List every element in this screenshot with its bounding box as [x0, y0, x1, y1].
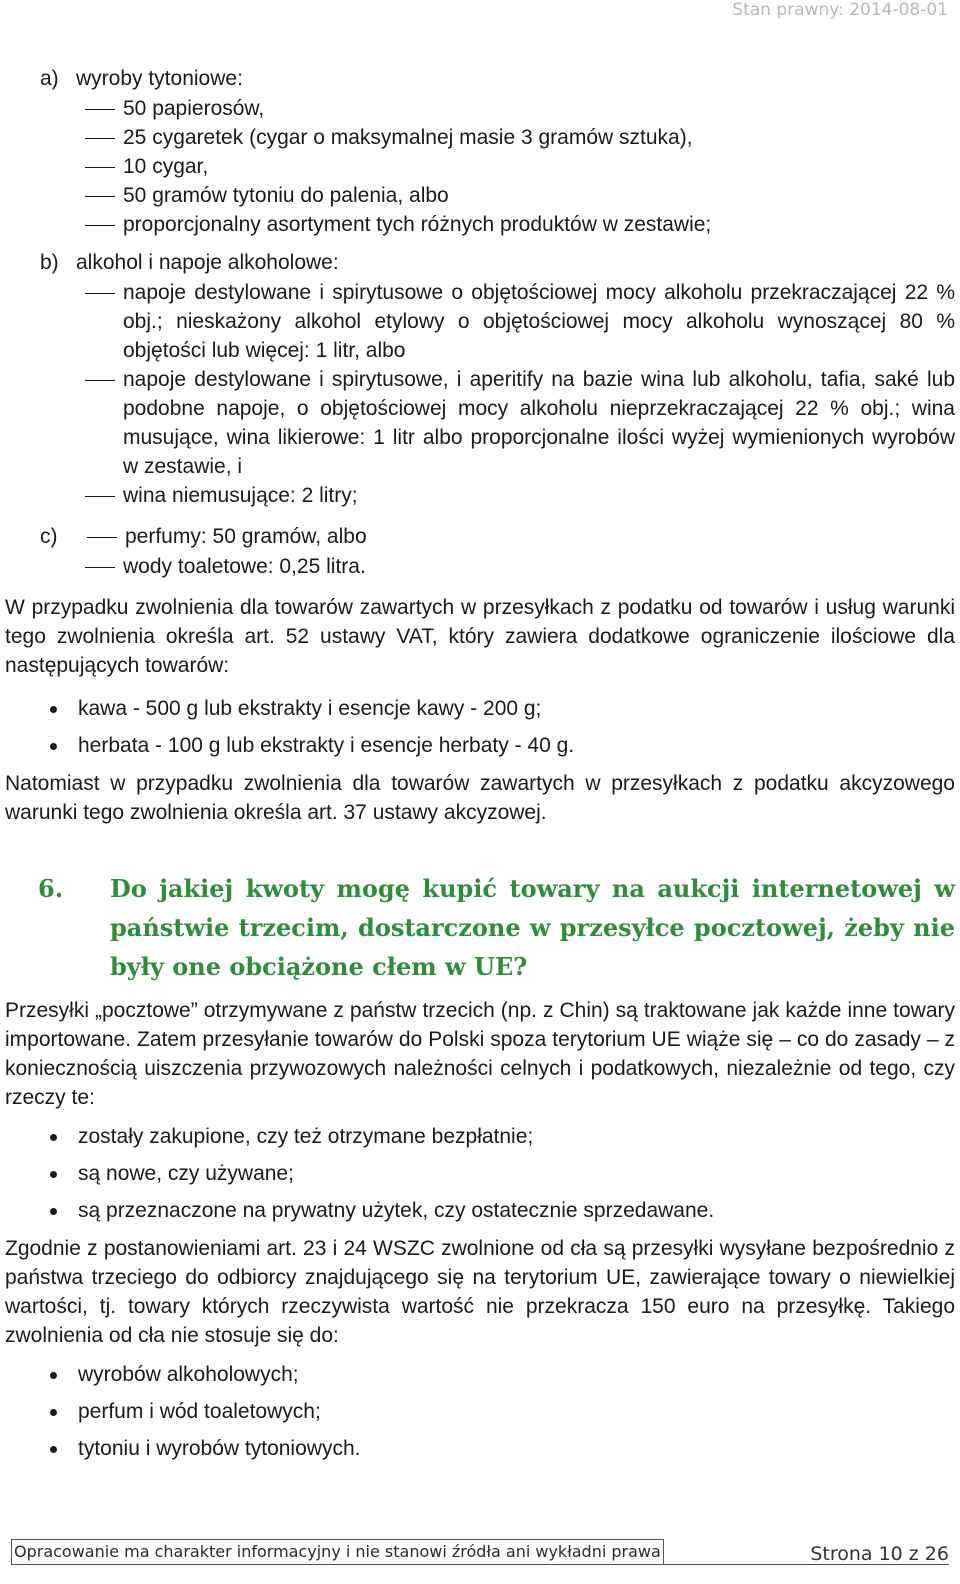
- dash-marker: [82, 522, 125, 552]
- list-item: [5, 694, 955, 724]
- dash-marker: [80, 481, 123, 510]
- question-heading: [5, 869, 955, 986]
- document-body: [5, 64, 955, 1471]
- list-item: [80, 94, 955, 123]
- bullet-marker: [5, 731, 78, 761]
- page-footer: [11, 1539, 949, 1565]
- dash-marker: [80, 365, 123, 481]
- list-item: [80, 181, 955, 210]
- dash-marker: [80, 278, 123, 365]
- section-b: [5, 248, 955, 278]
- list-item-text: kawa - 500 g lub ekstrakty i esencje kawy - 200 g;: [78, 697, 542, 720]
- question-title: Do jakiej kwoty mogę kupić towary na aukcji internetowej w państwie trzecim, dostarczone w przesyłce pocztowej, żeby nie były one obciążone cłem w UE?: [110, 874, 955, 981]
- list-item: [5, 1397, 955, 1427]
- list-item-text: 25 cygaretek (cygar o maksymalnej masie 3 gramów sztuka),: [123, 126, 693, 149]
- list-item: [5, 1122, 955, 1152]
- bullet-list-conditions: [5, 1122, 955, 1226]
- list-item: [80, 123, 955, 152]
- list-item-text: perfum i wód toaletowych;: [78, 1400, 321, 1423]
- list-item-text: są przeznaczone na prywatny użytek, czy ostatecznie sprzedawane.: [78, 1199, 715, 1222]
- paragraph-customs-exemption: Zgodnie z postanowieniami art. 23 i 24 WSZC zwolnione od cła są przesyłki wysyłane bezpośrednio z państwa trzeciego do odbiorcy znajdującego się na terytorium UE, zawierające towary o niewielkiej wartości, tj. towary których rzeczywista wartość nie przekracza 150 euro na przesyłkę. Takiego zwolnienia od cła nie stosuje się do:: [5, 1237, 955, 1347]
- section-c-list: [80, 552, 955, 581]
- bullet-marker: [5, 1360, 78, 1390]
- disclaimer-note: Opracowanie ma charakter informacyjny i nie stanowi źródła ani wykładni prawa: [11, 1539, 664, 1565]
- section-c-label: c): [40, 525, 58, 548]
- dash-marker: [80, 152, 123, 181]
- list-item-text: zostały zakupione, czy też otrzymane bezpłatnie;: [78, 1125, 534, 1148]
- list-item: [5, 731, 955, 761]
- list-item: [80, 365, 955, 481]
- list-item: [80, 552, 955, 581]
- list-item-text: proporcjonalny asortyment tych różnych produktów w zestawie;: [123, 213, 712, 236]
- list-item: [80, 278, 955, 365]
- list-item: [80, 481, 955, 510]
- list-item: [5, 1159, 955, 1189]
- list-item-text: 50 gramów tytoniu do palenia, albo: [123, 184, 449, 207]
- dash-marker: [80, 210, 123, 239]
- bullet-marker: [5, 1122, 78, 1152]
- list-item-text: tytoniu i wyrobów tytoniowych.: [78, 1437, 361, 1460]
- list-item-text: wyrobów alkoholowych;: [78, 1363, 299, 1386]
- bullet-list-quantity-limits: [5, 694, 955, 761]
- list-item-text: są nowe, czy używane;: [78, 1162, 294, 1185]
- list-item-text: wina niemusujące: 2 litry;: [123, 484, 358, 507]
- bullet-marker: [5, 1434, 78, 1464]
- bullet-marker: [5, 1159, 78, 1189]
- list-item-text: napoje destylowane i spirytusowe o objętościowej mocy alkoholu przekraczającej 22 % obj.; nieskażony alkohol etylowy o objętościowej mocy alkoholu wynoszącej 80 % objętości lub więcej: 1 litr, albo: [123, 281, 955, 362]
- dash-marker: [80, 552, 123, 581]
- section-b-label: b): [40, 251, 59, 274]
- list-item-text: 50 papierosów,: [123, 97, 265, 120]
- list-item-text: napoje destylowane i spirytusowe, i aperitify na bazie wina lub alkoholu, tafia, saké lub podobne napoje, o objętościowej mocy alkoholu nieprzekraczającej 22 % obj.; wina musujące, wina likierowe: 1 litr albo proporcjonalne ilości wyżej wymienionych wyrobów w zestawie, i: [123, 368, 955, 478]
- paragraph-postal-shipments: Przesyłki „pocztowe” otrzymywane z państw trzecich (np. z Chin) są traktowane jak każde inne towary importowane. Zatem przesyłanie towarów do Polski spoza terytorium UE wiąże się – co do zasady – z koniecznością uiszczenia przywozowych należności celnych i podatkowych, niezależnie od tego, czy rzeczy te:: [5, 999, 955, 1109]
- list-item-text: 10 cygar,: [123, 155, 209, 178]
- section-b-title: alkohol i napoje alkoholowe:: [76, 251, 339, 274]
- bullet-list-excluded-goods: [5, 1360, 955, 1464]
- bullet-marker: [5, 1196, 78, 1226]
- list-item: [5, 1196, 955, 1226]
- list-item-text: perfumy: 50 gramów, albo: [125, 525, 367, 548]
- page-number: Strona 10 z 26: [810, 1543, 949, 1565]
- list-item: [5, 1360, 955, 1390]
- section-c: [5, 522, 955, 552]
- list-item: [80, 210, 955, 239]
- dash-marker: [80, 94, 123, 123]
- paragraph-vat-exemption: W przypadku zwolnienia dla towarów zawartych w przesyłkach z podatku od towarów i usług warunki tego zwolnienia określa art. 52 ustawy VAT, który zawiera dodatkowe ograniczenie ilościowe dla następujących towarów:: [5, 596, 955, 677]
- section-b-list: [80, 278, 955, 510]
- paragraph-excise-exemption: Natomiast w przypadku zwolnienia dla towarów zawartych w przesyłkach z podatku akcyzowego warunki tego zwolnienia określa art. 37 ustawy akcyzowej.: [5, 772, 955, 824]
- section-a-list: [80, 94, 955, 239]
- question-number: 6.: [38, 874, 64, 903]
- dash-marker: [80, 181, 123, 210]
- section-a-label: a): [40, 67, 59, 90]
- list-item-text: herbata - 100 g lub ekstrakty i esencje herbaty - 40 g.: [78, 734, 575, 757]
- bullet-marker: [5, 694, 78, 724]
- section-a: [5, 64, 955, 94]
- bullet-marker: [5, 1397, 78, 1427]
- legal-status-header: Stan prawny: 2014-08-01: [732, 0, 948, 20]
- section-a-title: wyroby tytoniowe:: [76, 67, 243, 90]
- dash-marker: [80, 123, 123, 152]
- list-item: [80, 152, 955, 181]
- list-item: [5, 1434, 955, 1464]
- list-item-text: wody toaletowe: 0,25 litra.: [123, 555, 366, 578]
